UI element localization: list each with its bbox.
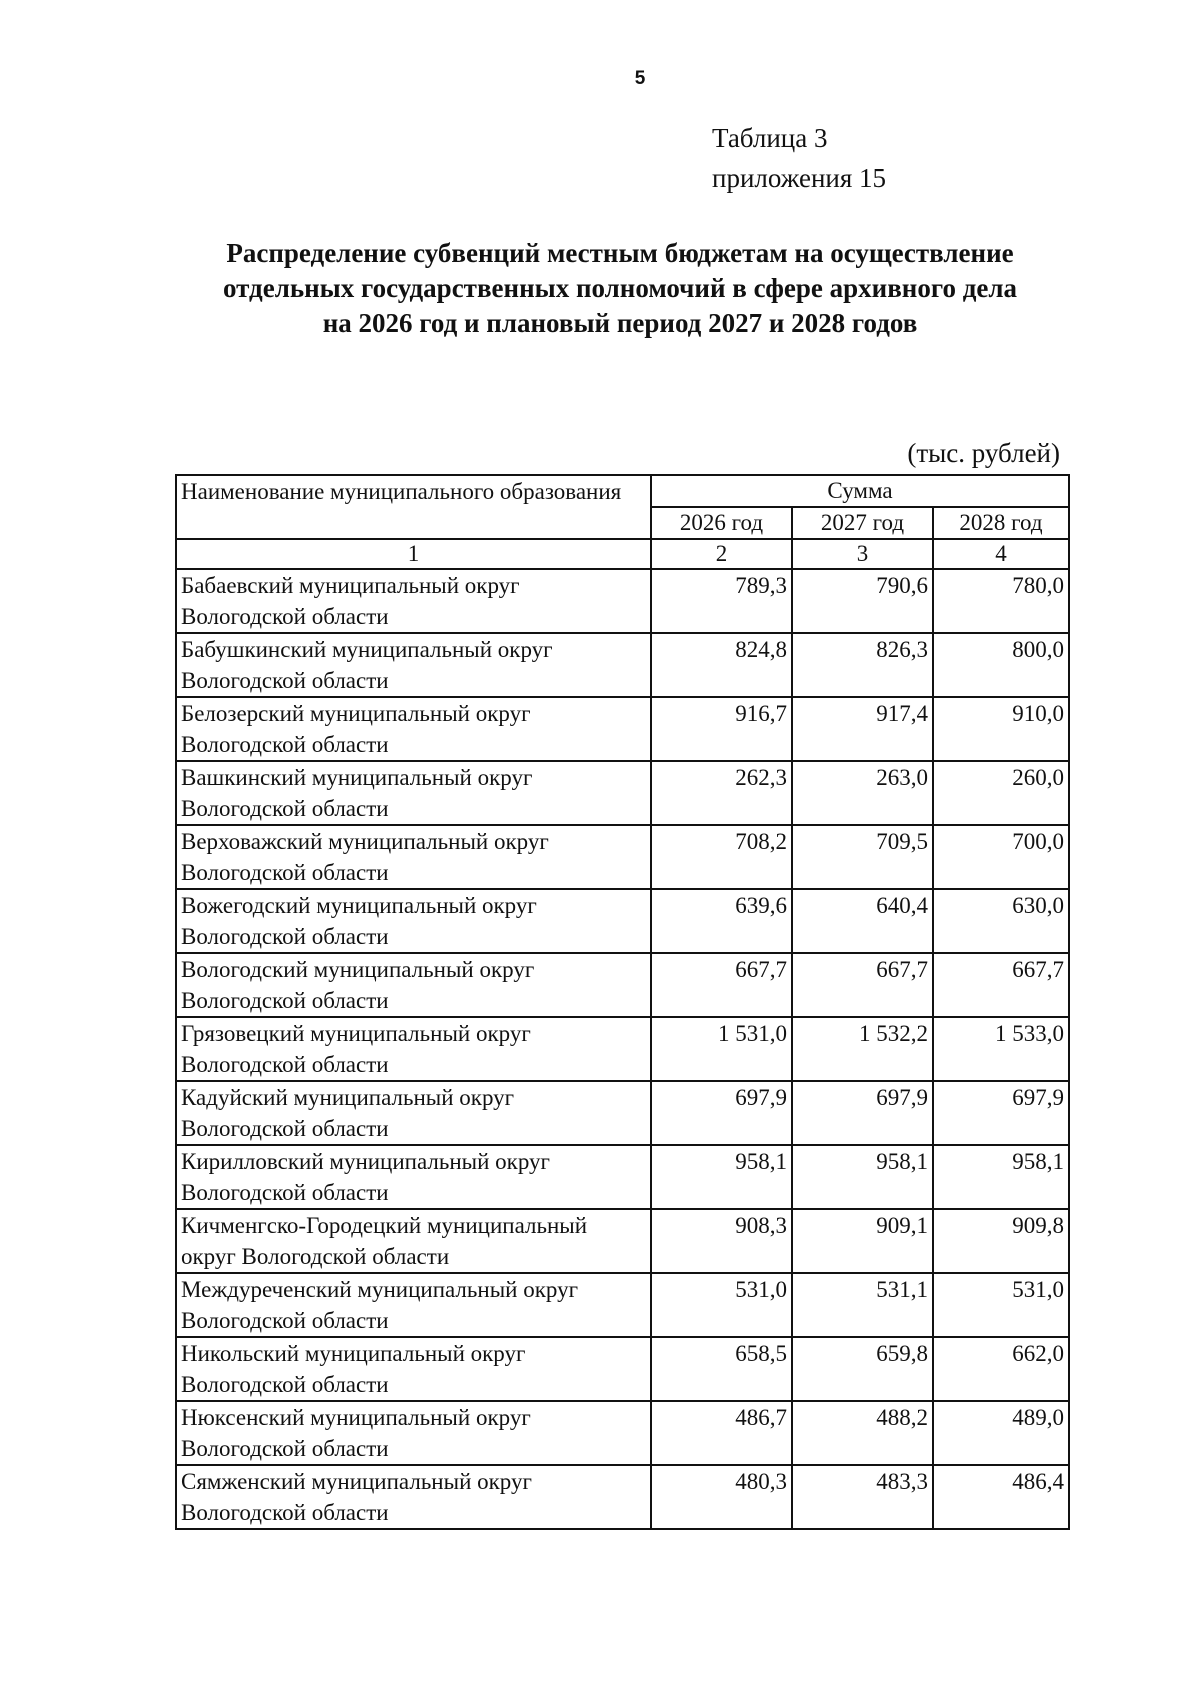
header-year-2028: 2028 год (933, 507, 1069, 539)
column-number-row (176, 539, 1069, 569)
table-row (176, 1273, 1069, 1337)
subventions-table (175, 474, 1070, 1530)
amount-2027: 909,1 (792, 1209, 933, 1273)
municipality-name-line: Вологодской области (181, 860, 389, 885)
table-header (176, 475, 1069, 569)
municipality-name (176, 1337, 651, 1401)
title-line: Распределение субвенций местным бюджетам на осуществление (226, 238, 1014, 268)
amount-2026: 824,8 (651, 633, 792, 697)
municipality-name (176, 889, 651, 953)
table-row (176, 1209, 1069, 1273)
amount-2027: 1 532,2 (792, 1017, 933, 1081)
amount-2027: 483,3 (792, 1465, 933, 1529)
municipality-name-line: Сямженский муниципальный округ (181, 1469, 532, 1494)
amount-2028: 667,7 (933, 953, 1069, 1017)
municipality-name-line: Вологодской области (181, 796, 389, 821)
municipality-name-line: Вожегодский муниципальный округ (181, 893, 537, 918)
amount-2027: 263,0 (792, 761, 933, 825)
amount-2027: 667,7 (792, 953, 933, 1017)
amount-2026: 639,6 (651, 889, 792, 953)
table-row (176, 697, 1069, 761)
title-line: на 2026 год и плановый период 2027 и 2028 годов (322, 308, 918, 338)
amount-2028: 662,0 (933, 1337, 1069, 1401)
municipality-name-line: Грязовецкий муниципальный округ (181, 1021, 531, 1046)
municipality-name (176, 569, 651, 633)
header-sum: Сумма (651, 475, 1069, 507)
municipality-name (176, 697, 651, 761)
municipality-name (176, 1401, 651, 1465)
municipality-name-line: Вологодской области (181, 1308, 389, 1333)
amount-2028: 1 533,0 (933, 1017, 1069, 1081)
amount-2027: 659,8 (792, 1337, 933, 1401)
amount-2028: 531,0 (933, 1273, 1069, 1337)
municipality-name-line: Междуреченский муниципальный округ (181, 1277, 579, 1302)
municipality-name (176, 1017, 651, 1081)
amount-2026: 1 531,0 (651, 1017, 792, 1081)
table-row (176, 1145, 1069, 1209)
amount-2027: 917,4 (792, 697, 933, 761)
municipality-name (176, 633, 651, 697)
document-title (160, 236, 1080, 341)
amount-2026: 667,7 (651, 953, 792, 1017)
municipality-name-line: округ Вологодской области (181, 1244, 450, 1269)
table-row (176, 1401, 1069, 1465)
municipality-name (176, 1209, 651, 1273)
amount-2028: 910,0 (933, 697, 1069, 761)
column-number: 2 (651, 539, 792, 569)
header-municipality: Наименование муниципального образования (176, 475, 651, 539)
table-ref-line: Таблица 3 (712, 123, 828, 153)
municipality-name-line: Бабаевский муниципальный округ (181, 573, 520, 598)
municipality-name-line: Кирилловский муниципальный округ (181, 1149, 550, 1174)
municipality-name-line: Вологодской области (181, 1180, 389, 1205)
amount-2026: 480,3 (651, 1465, 792, 1529)
column-number: 1 (176, 539, 651, 569)
amount-2028: 780,0 (933, 569, 1069, 633)
amount-2027: 488,2 (792, 1401, 933, 1465)
municipality-name-line: Никольский муниципальный округ (181, 1341, 526, 1366)
header-year-2026: 2026 год (651, 507, 792, 539)
municipality-name-line: Вологодской области (181, 732, 389, 757)
amount-2026: 958,1 (651, 1145, 792, 1209)
table-row (176, 889, 1069, 953)
amount-2026: 708,2 (651, 825, 792, 889)
amount-2026: 262,3 (651, 761, 792, 825)
amount-2028: 486,4 (933, 1465, 1069, 1529)
amount-2026: 908,3 (651, 1209, 792, 1273)
amount-2027: 790,6 (792, 569, 933, 633)
column-number: 4 (933, 539, 1069, 569)
column-number: 3 (792, 539, 933, 569)
table-row (176, 633, 1069, 697)
municipality-name-line: Вологодской области (181, 604, 389, 629)
amount-2026: 486,7 (651, 1401, 792, 1465)
municipality-name (176, 1145, 651, 1209)
municipality-name (176, 1273, 651, 1337)
table-row (176, 1337, 1069, 1401)
municipality-name-line: Вологодской области (181, 1436, 389, 1461)
table-row (176, 953, 1069, 1017)
municipality-name (176, 1081, 651, 1145)
amount-2027: 531,1 (792, 1273, 933, 1337)
title-line: отдельных государственных полномочий в сфере архивного дела (223, 273, 1017, 303)
municipality-name-line: Вологодской области (181, 924, 389, 949)
table-row (176, 569, 1069, 633)
amount-2028: 909,8 (933, 1209, 1069, 1273)
municipality-name-line: Вологодской области (181, 668, 389, 693)
table-ref-line: приложения 15 (712, 163, 887, 193)
page-number: 5 (634, 68, 646, 89)
municipality-name (176, 825, 651, 889)
municipality-name-line: Вологодский муниципальный округ (181, 957, 535, 982)
table-row (176, 761, 1069, 825)
amount-2027: 826,3 (792, 633, 933, 697)
table-row (176, 825, 1069, 889)
municipality-name (176, 761, 651, 825)
amount-2028: 489,0 (933, 1401, 1069, 1465)
table-reference (712, 118, 886, 198)
table-body (176, 569, 1069, 1529)
municipality-name-line: Нюксенский муниципальный округ (181, 1405, 531, 1430)
table-row (176, 1465, 1069, 1529)
amount-2028: 700,0 (933, 825, 1069, 889)
municipality-name-line: Белозерский муниципальный округ (181, 701, 531, 726)
table-row (176, 1081, 1069, 1145)
amount-2027: 958,1 (792, 1145, 933, 1209)
amount-2028: 630,0 (933, 889, 1069, 953)
municipality-name-line: Вологодской области (181, 1116, 389, 1141)
amount-2027: 640,4 (792, 889, 933, 953)
amount-2028: 260,0 (933, 761, 1069, 825)
header-year-2027: 2027 год (792, 507, 933, 539)
amount-2028: 800,0 (933, 633, 1069, 697)
municipality-name-line: Бабушкинский муниципальный округ (181, 637, 553, 662)
municipality-name (176, 1465, 651, 1529)
amount-2026: 789,3 (651, 569, 792, 633)
amount-2026: 697,9 (651, 1081, 792, 1145)
amount-2027: 709,5 (792, 825, 933, 889)
municipality-name (176, 953, 651, 1017)
amount-2026: 916,7 (651, 697, 792, 761)
amount-2028: 958,1 (933, 1145, 1069, 1209)
header-row (176, 475, 1069, 507)
amount-2026: 531,0 (651, 1273, 792, 1337)
municipality-name-line: Вологодской области (181, 1052, 389, 1077)
municipality-name-line: Вологодской области (181, 1500, 389, 1525)
municipality-name-line: Кичменгско-Городецкий муниципальный (181, 1213, 588, 1238)
amount-2026: 658,5 (651, 1337, 792, 1401)
municipality-name-line: Верховажский муниципальный округ (181, 829, 549, 854)
municipality-name-line: Вашкинский муниципальный округ (181, 765, 533, 790)
municipality-name-line: Вологодской области (181, 1372, 389, 1397)
amount-2027: 697,9 (792, 1081, 933, 1145)
units-note: (тыс. рублей) (907, 438, 1060, 468)
amount-2028: 697,9 (933, 1081, 1069, 1145)
municipality-name-line: Вологодской области (181, 988, 389, 1013)
table-row (176, 1017, 1069, 1081)
municipality-name-line: Кадуйский муниципальный округ (181, 1085, 515, 1110)
